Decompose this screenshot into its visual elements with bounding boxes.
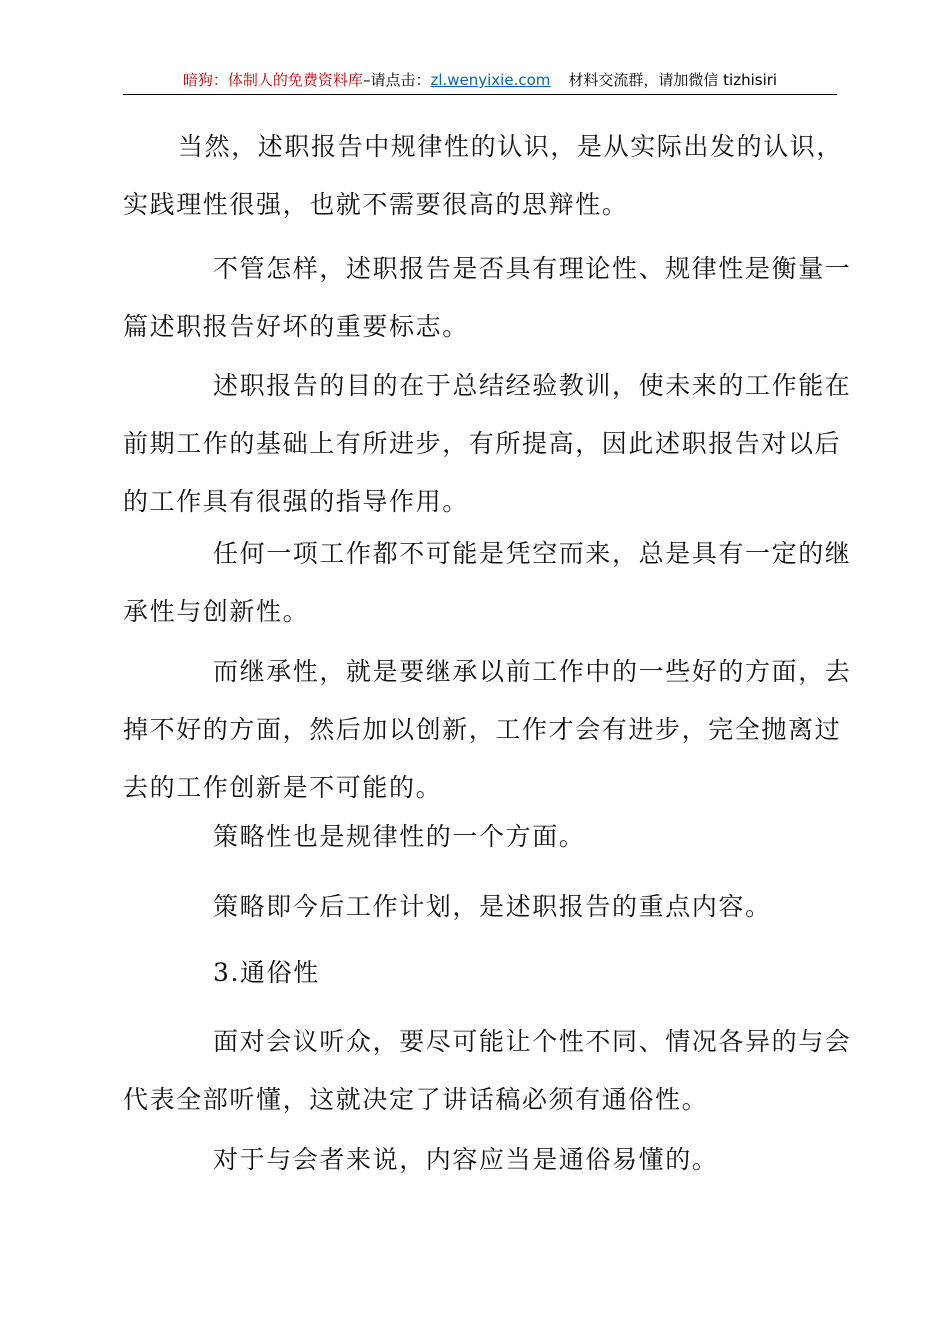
paragraph-line: 的工作具有很强的指导作用。 xyxy=(123,487,469,516)
paragraph-9 xyxy=(123,1013,852,1129)
paragraph-4 xyxy=(123,525,852,641)
paragraph-5 xyxy=(123,643,852,817)
paragraph-line: 掉不好的方面，然后加以创新，工作才会有进步，完全抛离过 xyxy=(123,715,842,744)
paragraph-7 xyxy=(123,878,837,936)
header-promo-text: 暗狗：体制人的免费资料库 xyxy=(182,71,363,89)
paragraph-line: 代表全部听懂，这就决定了讲话稿必须有通俗性。 xyxy=(123,1085,709,1114)
paragraph-line: 述职报告的目的在于总结经验教训，使未来的工作能在 xyxy=(213,371,852,400)
paragraph-1 xyxy=(123,118,844,234)
paragraph-line: 策略性也是规律性的一个方面。 xyxy=(213,822,586,851)
paragraph-line: 3.通俗性 xyxy=(213,958,320,987)
paragraph-line: 面对会议听众，要尽可能让个性不同、情况各异的与会 xyxy=(213,1027,852,1056)
paragraph-line: 前期工作的基础上有所进步，有所提高，因此述职报告对以后 xyxy=(123,429,842,458)
paragraph-10 xyxy=(123,1131,837,1189)
paragraph-line: 不管怎样，述职报告是否具有理论性、规律性是衡量一 xyxy=(213,254,852,283)
header-click-label: –请点击： xyxy=(362,71,431,89)
page-header xyxy=(123,68,837,95)
paragraph-line: 去的工作创新是不可能的。 xyxy=(123,773,443,802)
paragraph-line: 任何一项工作都不可能是凭空而来，总是具有一定的继 xyxy=(213,539,852,568)
paragraph-line: 实践理性很强，也就不需要很高的思辩性。 xyxy=(123,190,629,219)
paragraph-line: 承性与创新性。 xyxy=(123,597,310,626)
header-wechat-note: 材料交流群，请加微信 tizhisiri xyxy=(568,71,778,89)
paragraph-line: 篇述职报告好坏的重要标志。 xyxy=(123,312,469,341)
paragraph-line: 当然，述职报告中规律性的认识，是从实际出发的认识， xyxy=(178,132,844,161)
section-heading xyxy=(123,944,837,1002)
paragraph-6 xyxy=(123,808,837,866)
paragraph-line: 对于与会者来说，内容应当是通俗易懂的。 xyxy=(213,1145,719,1174)
paragraph-3 xyxy=(123,357,852,531)
paragraph-line: 策略即今后工作计划，是述职报告的重点内容。 xyxy=(213,892,772,921)
header-link[interactable]: zl.wenyixie.com xyxy=(430,71,551,89)
paragraph-2 xyxy=(123,240,852,356)
paragraph-line: 而继承性，就是要继承以前工作中的一些好的方面，去 xyxy=(213,657,852,686)
